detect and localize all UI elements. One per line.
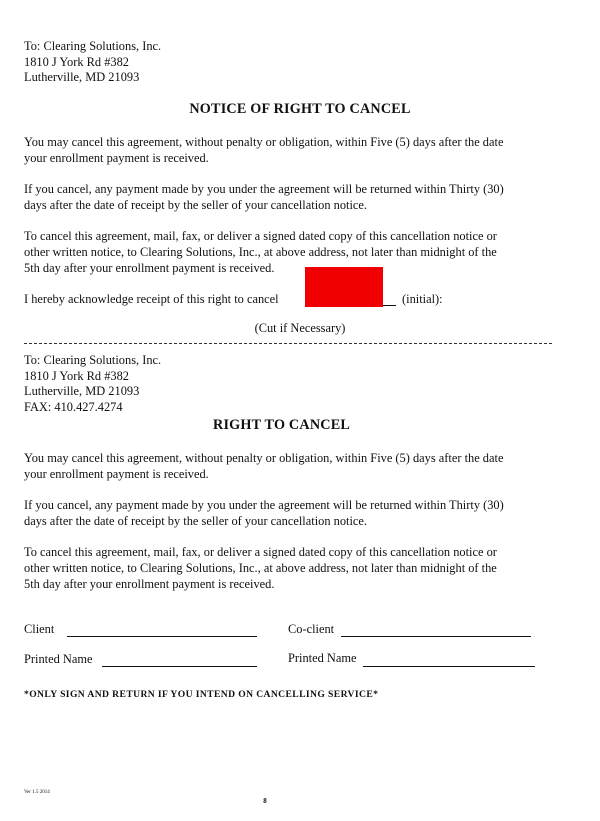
bottom-address-street: 1810 J York Rd #382 — [24, 368, 129, 383]
notice-p3-line-2: other written notice, to Clearing Solutions, Inc., at above address, not later than midnight of the — [24, 245, 497, 259]
notice-p3-line-3: 5th day after your enrollment payment is received. — [24, 261, 275, 275]
cut-dashed-line — [24, 343, 552, 344]
notice-p1-line-2: your enrollment payment is received. — [24, 151, 209, 165]
notice-paragraph-3 — [24, 228, 497, 276]
top-address-street: 1810 J York Rd #382 — [24, 54, 129, 69]
printed-name-right-line[interactable] — [363, 666, 535, 667]
printed-name-left-label: Printed Name — [24, 652, 93, 666]
co-client-signature-line[interactable] — [341, 636, 531, 637]
rtc-paragraph-3 — [24, 544, 497, 592]
acknowledgement-label: I hereby acknowledge receipt of this right to cancel — [24, 292, 279, 306]
rtc-p2-line-1: If you cancel, any payment made by you under the agreement will be returned within Thirty (30) — [24, 498, 504, 512]
bottom-address-city: Lutherville, MD 21093 — [24, 384, 140, 398]
rtc-p1-line-1: You may cancel this agreement, without penalty or obligation, within Five (5) days after the date — [24, 451, 504, 465]
bottom-address-block — [24, 353, 161, 415]
notice-p1-line-1: You may cancel this agreement, without penalty or obligation, within Five (5) days after the date — [24, 135, 504, 149]
cut-label: (Cut if Necessary) — [254, 321, 346, 335]
redaction-box — [305, 267, 383, 307]
top-address-block — [24, 39, 161, 86]
notice-paragraph-2 — [24, 181, 504, 213]
client-label: Client — [24, 622, 55, 636]
notice-p3-line-1: To cancel this agreement, mail, fax, or deliver a signed dated copy of this cancellation notice or — [24, 229, 497, 243]
notice-p2-line-2: days after the date of receipt by the seller of your cancellation notice. — [24, 198, 367, 212]
initial-line[interactable] — [383, 305, 396, 306]
notice-title: NOTICE OF RIGHT TO CANCEL — [189, 101, 411, 117]
printed-name-left-line[interactable] — [102, 666, 257, 667]
printed-name-right-label: Printed Name — [288, 651, 357, 665]
bottom-address-fax: FAX: 410.427.4274 — [24, 399, 123, 414]
rtc-p2-line-2: days after the date of receipt by the seller of your cancellation notice. — [24, 514, 367, 528]
rtc-p3-line-1: To cancel this agreement, mail, fax, or deliver a signed dated copy of this cancellation notice or — [24, 545, 497, 559]
rtc-p1-line-2: your enrollment payment is received. — [24, 467, 209, 481]
client-signature-line[interactable] — [67, 636, 257, 637]
bottom-address-to: To: Clearing Solutions, Inc. — [24, 353, 162, 367]
rtc-p3-line-2: other written notice, to Clearing Solutions, Inc., at above address, not later than midnight of the — [24, 561, 497, 575]
rtc-p3-line-3: 5th day after your enrollment payment is received. — [24, 577, 275, 591]
notice-p2-line-1: If you cancel, any payment made by you under the agreement will be returned within Thirty (30) — [24, 182, 504, 196]
top-address-city: Lutherville, MD 21093 — [24, 70, 140, 84]
rtc-paragraph-1 — [24, 450, 503, 482]
page-number: 8 — [263, 797, 267, 805]
right-to-cancel-title: RIGHT TO CANCEL — [213, 417, 351, 433]
notice-paragraph-1 — [24, 134, 503, 166]
version-label: Ver 1.5 2014 — [24, 790, 50, 795]
sign-return-notice: *ONLY SIGN AND RETURN IF YOU INTEND ON CANCELLING SERVICE* — [24, 689, 379, 700]
co-client-label: Co-client — [288, 622, 335, 636]
rtc-paragraph-2 — [24, 497, 504, 529]
top-address-to: To: Clearing Solutions, Inc. — [24, 39, 162, 53]
initial-label: (initial): — [402, 292, 443, 306]
